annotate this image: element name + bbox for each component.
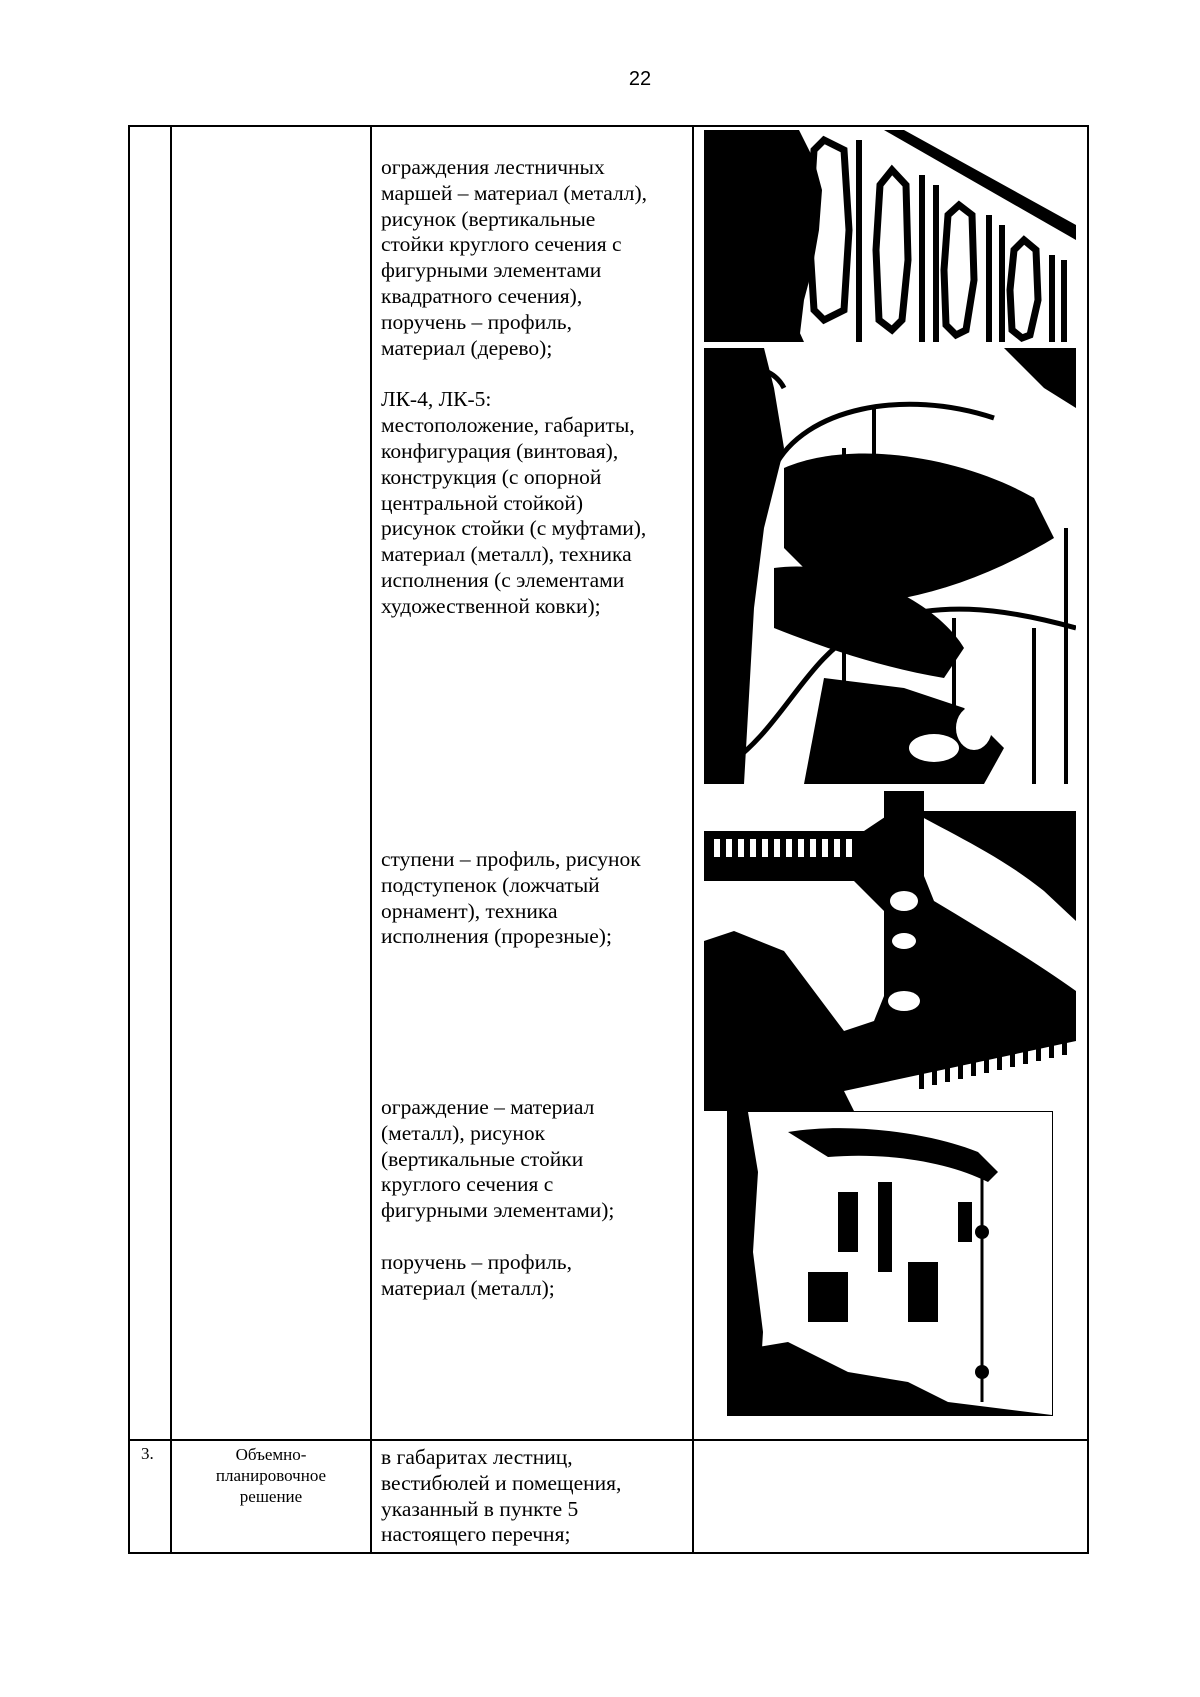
row2-text-block xyxy=(381,1445,686,1548)
row-number: 3. xyxy=(141,1444,154,1463)
railing-description: ограждение – материал (металл), рисунок (вертикальные стойки круглого сечения с фигурными элементами); xyxy=(381,1095,615,1223)
table-left-border xyxy=(128,125,130,1554)
row1-text-block-2 xyxy=(381,847,686,950)
railing-photo xyxy=(704,130,1076,342)
table-bottom-border xyxy=(128,1552,1089,1554)
column-divider-number xyxy=(170,125,172,1554)
spiral-stairs-description: ЛК-4, ЛК-5: местоположение, габариты, конфигурация (винтовая), конструкция (с опорной центральной стойкой) рисунок стойки (с муфтами), материал (металл), техника исполнения (с элементами художественной ковки); xyxy=(381,387,647,618)
page-number: 22 xyxy=(628,68,652,90)
volume-planning-description: в габаритах лестниц, вестибюлей и помещения, указанный в пункте 5 настоящего перечня; xyxy=(381,1445,622,1547)
row-separator xyxy=(128,1439,1089,1441)
handrail-description: поручень – профиль, материал (металл); xyxy=(381,1249,572,1300)
spiral-staircase-photo xyxy=(704,348,1076,784)
railing-fragment-photo xyxy=(727,1111,1053,1416)
row-title: Объемно- планировочное решение xyxy=(215,1445,327,1506)
column-divider-title xyxy=(370,125,372,1554)
row1-text-block-3 xyxy=(381,1095,686,1302)
table-top-border xyxy=(128,125,1089,127)
steps-description: ступени – профиль, рисунок подступенок (ложчатый орнамент), техника исполнения (прорезные); xyxy=(381,847,641,949)
row1-text-block-1 xyxy=(381,155,686,620)
table-right-border xyxy=(1087,125,1089,1554)
carved-steps-photo xyxy=(704,791,1076,1111)
stair-railing-description: ограждения лестничных маршей – материал (металл), рисунок (вертикальные стойки круглого сечения с фигурными элементами квадратного сечения), поручень – профиль, материал (дерево); xyxy=(381,155,648,360)
column-divider-photo xyxy=(692,125,694,1554)
